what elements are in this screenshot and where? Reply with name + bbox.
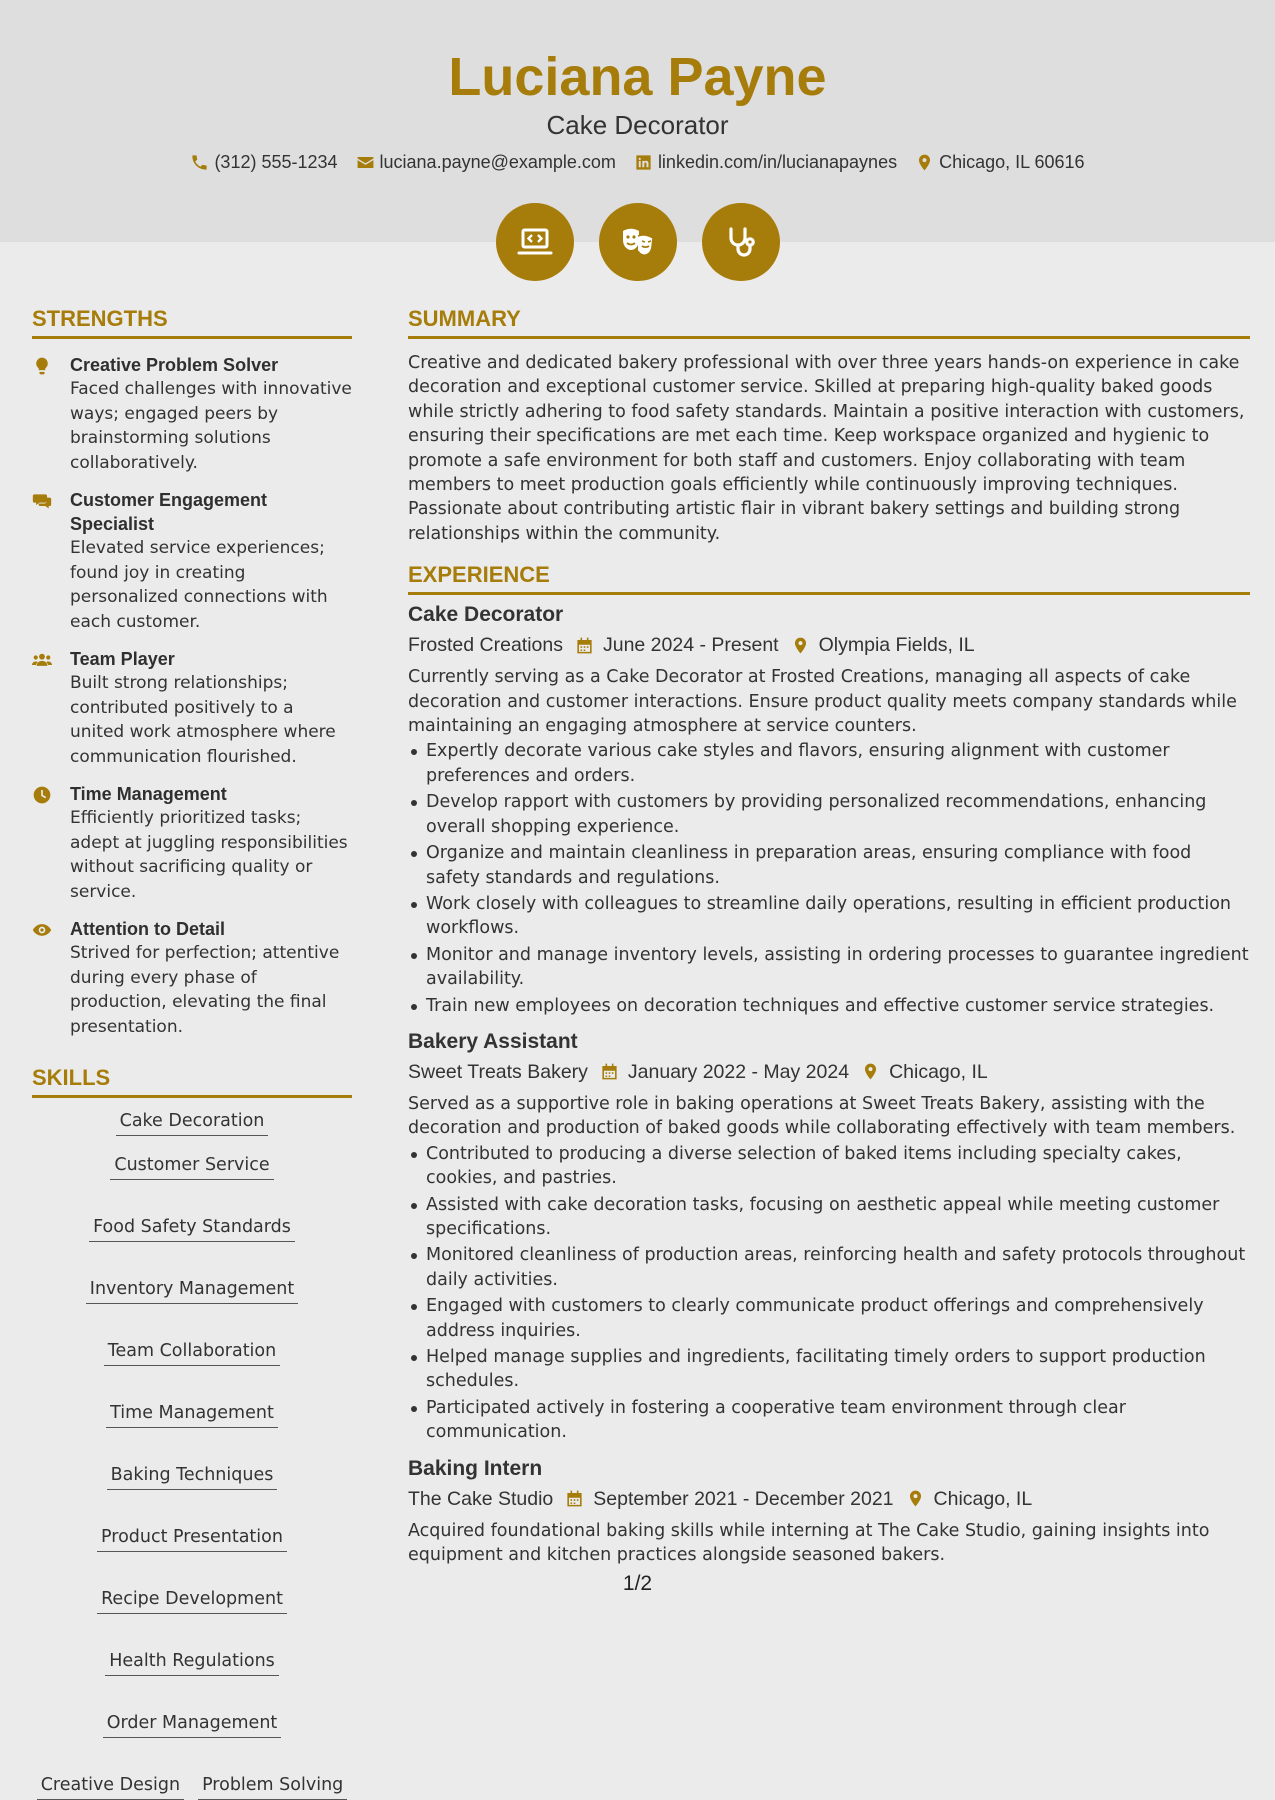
job-location: Chicago, IL — [933, 1487, 1033, 1510]
strength-item — [32, 353, 352, 475]
calendar-icon — [575, 636, 594, 655]
job-description: Acquired foundational baking skills while interning at The Cake Studio, gaining insights into equipment and kitchen practices alongside seasoned bakers. — [408, 1520, 1210, 1566]
summary-heading: SUMMARY — [408, 306, 1250, 339]
job-bullets — [408, 1142, 1250, 1445]
calendar-icon — [600, 1062, 619, 1081]
skill-tag: Order Management — [103, 1712, 282, 1738]
job-bullet: Monitored cleanliness of production areas, reinforcing health and safety protocols throughout daily activities. — [408, 1243, 1250, 1292]
job-title: Baking Intern — [408, 1456, 543, 1480]
job-bullet: Develop rapport with customers by providing personalized recommendations, enhancing overall shopping experience. — [408, 790, 1250, 839]
job-description: Served as a supportive role in baking operations at Sweet Treats Bakery, assisting with the decoration and production of baked goods while collaborating effectively with team members. — [408, 1093, 1236, 1139]
skill-tag: Problem Solving — [198, 1774, 347, 1800]
map-pin-icon — [915, 153, 934, 172]
job-entry — [408, 601, 1250, 1018]
job-title: Bakery Assistant — [408, 1029, 578, 1053]
job-dates: June 2024 - Present — [602, 634, 779, 657]
map-pin-icon — [791, 636, 810, 655]
map-pin-icon — [861, 1062, 880, 1081]
map-pin-icon — [906, 1489, 925, 1508]
job-company: Frosted Creations — [408, 634, 563, 657]
job-bullets — [408, 739, 1250, 1017]
skill-tag: Food Safety Standards — [89, 1216, 295, 1242]
candidate-name: Luciana Payne — [448, 47, 827, 107]
calendar-icon — [565, 1489, 584, 1508]
experience-heading: EXPERIENCE — [408, 562, 1250, 595]
strength-item — [32, 488, 352, 634]
job-title: Cake Decorator — [408, 603, 564, 627]
job-bullet: Expertly decorate various cake styles and flavors, ensuring alignment with customer preferences and orders. — [408, 739, 1250, 788]
users-icon — [32, 650, 52, 670]
eye-icon — [32, 920, 52, 940]
job-entry — [408, 1028, 1250, 1445]
job-description: Currently serving as a Cake Decorator at Frosted Creations, managing all aspects of cake decoration and customer interactions. Ensure product quality meets company standards while maintaining an engaging atmosphere at service counters. — [408, 667, 1237, 737]
experience-section — [408, 562, 1250, 1567]
strength-desc: Strived for perfection; attentive during every phase of production, elevating the final presentation. — [70, 943, 340, 1037]
lightbulb-icon — [32, 356, 52, 376]
skill-tag: Inventory Management — [86, 1278, 298, 1304]
phone-icon — [190, 153, 209, 172]
stethoscope-icon — [702, 203, 780, 281]
contact-phone — [190, 152, 337, 173]
skill-tag: Creative Design — [37, 1774, 184, 1800]
strength-desc: Elevated service experiences; found joy in creating personalized connections with each customer. — [70, 538, 328, 632]
job-meta — [408, 1056, 1250, 1088]
masks-theater-icon — [599, 203, 677, 281]
job-bullet: Assisted with cake decoration tasks, focusing on aesthetic appeal while meeting customer specifications. — [408, 1193, 1250, 1242]
linkedin-icon — [634, 153, 653, 172]
strength-title: Time Management — [70, 784, 227, 804]
email-text[interactable]: luciana.payne@example.com — [379, 152, 616, 172]
job-company: The Cake Studio — [408, 1487, 554, 1510]
job-bullet: Helped manage supplies and ingredients, facilitating timely orders to support production schedules. — [408, 1345, 1250, 1394]
strength-item — [32, 782, 352, 904]
job-dates: September 2021 - December 2021 — [593, 1487, 894, 1510]
location-text: Chicago, IL 60616 — [939, 152, 1085, 172]
job-company: Sweet Treats Bakery — [408, 1060, 588, 1083]
strength-desc: Built strong relationships; contributed positively to a united work atmosphere where communication flourished. — [70, 673, 336, 767]
right-column — [408, 306, 1250, 1577]
job-meta — [408, 1483, 1250, 1515]
job-bullet: Contributed to producing a diverse selection of baked items including specialty cakes, cookies, and pastries. — [408, 1142, 1250, 1191]
job-bullet: Work closely with colleagues to streamline daily operations, resulting in efficient production workflows. — [408, 892, 1250, 941]
strength-desc: Faced challenges with innovative ways; engaged peers by brainstorming solutions collaboratively. — [70, 379, 352, 473]
strength-title: Team Player — [70, 649, 175, 669]
skills-list — [32, 1110, 352, 1800]
job-meta — [408, 629, 1250, 661]
job-location: Olympia Fields, IL — [818, 634, 975, 657]
job-bullet: Participated actively in fostering a cooperative team environment through clear communication. — [408, 1396, 1250, 1445]
strength-title: Attention to Detail — [70, 919, 225, 939]
linkedin-text[interactable]: linkedin.com/in/lucianapaynes — [657, 152, 898, 172]
job-bullet: Monitor and manage inventory levels, assisting in ordering processes to guarantee ingredient availability. — [408, 943, 1250, 992]
skill-tag: Team Collaboration — [104, 1340, 280, 1366]
contact-linkedin[interactable] — [634, 152, 897, 173]
contact-bar — [0, 152, 1275, 173]
contact-location — [915, 152, 1084, 173]
job-bullet: Organize and maintain cleanliness in preparation areas, ensuring compliance with food safety standards and regulations. — [408, 841, 1250, 890]
strengths-heading: STRENGTHS — [32, 306, 352, 339]
strength-item — [32, 647, 352, 769]
phone-text: (312) 555-1234 — [214, 152, 338, 172]
candidate-role: Cake Decorator — [546, 110, 729, 140]
job-bullet: Train new employees on decoration techniques and effective customer service strategies. — [408, 994, 1250, 1018]
skill-tag: Baking Techniques — [107, 1464, 278, 1490]
skill-tag: Product Presentation — [97, 1526, 287, 1552]
job-dates: January 2022 - May 2024 — [627, 1060, 850, 1083]
page-number: 1/2 — [622, 1572, 653, 1595]
summary-text: Creative and dedicated bakery professional with over three years hands-on experience in cake decoration and exceptional customer service. Skilled at preparing high-quality baked goods while strictly adhering to food safety standards. Maintain a positive interaction with customers, ensuring their specifications are met each time. Keep workspace organized and hygienic to promote a safe environment for both staff and customers. Enjoy collaborating with team members to meet production goals efficiently while continuously improving techniques. Passionate about contributing artistic flair in vibrant bakery settings and building strong relationships within the community. — [408, 353, 1245, 544]
clock-icon — [32, 785, 52, 805]
skill-tag: Time Management — [106, 1402, 278, 1428]
job-bullet: Engaged with customers to clearly communicate product offerings and comprehensively address inquiries. — [408, 1294, 1250, 1343]
skill-tag: Health Regulations — [105, 1650, 279, 1676]
strength-title: Creative Problem Solver — [70, 355, 279, 375]
strength-item — [32, 917, 352, 1039]
skill-tag: Cake Decoration — [116, 1110, 269, 1136]
job-entry — [408, 1455, 1250, 1568]
skills-heading: SKILLS — [32, 1065, 352, 1098]
job-location: Chicago, IL — [889, 1060, 988, 1083]
contact-email[interactable] — [356, 152, 616, 173]
skill-tag: Customer Service — [110, 1154, 273, 1180]
strength-desc: Efficiently prioritized tasks; adept at juggling responsibilities without sacrificing quality or service. — [70, 808, 348, 902]
envelope-icon — [356, 153, 375, 172]
strength-title: Customer Engagement Specialist — [70, 490, 268, 534]
laptop-code-icon — [496, 203, 574, 281]
comments-icon — [32, 491, 52, 511]
skill-tag: Recipe Development — [97, 1588, 287, 1614]
interest-badges — [0, 203, 1275, 281]
